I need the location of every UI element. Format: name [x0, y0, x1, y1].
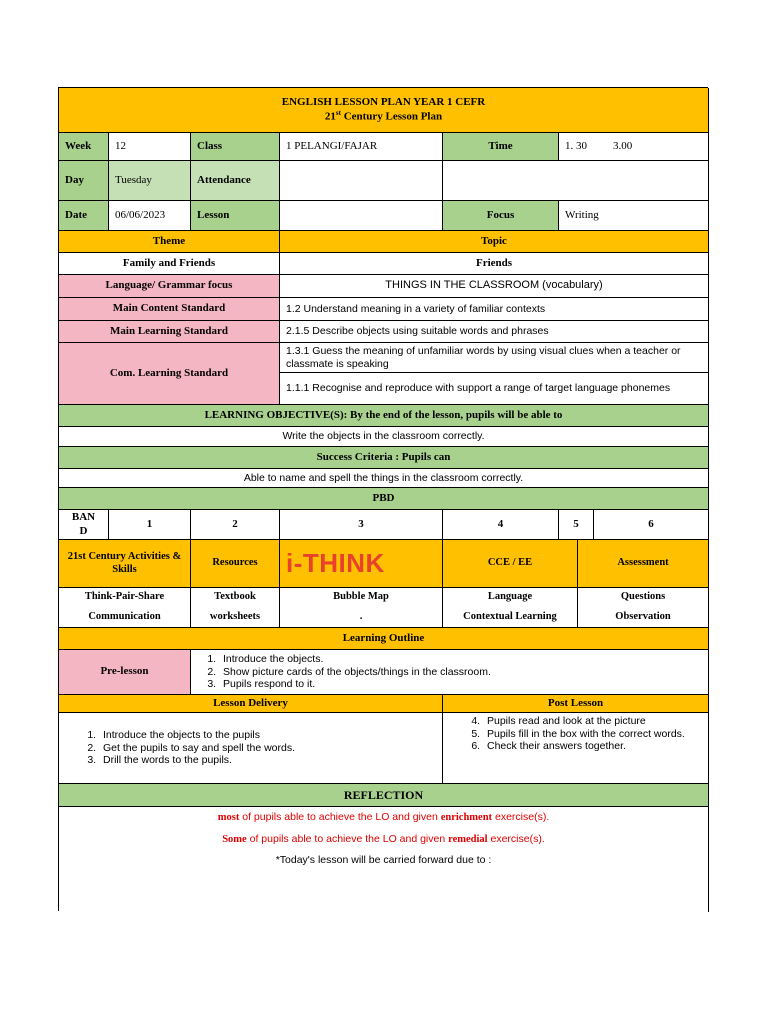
header: [59, 88, 709, 133]
time-end: 3.00: [613, 139, 633, 152]
learning-standard-value: 2.1.5 Describe objects using suitable words and phrases: [280, 321, 709, 343]
theme-value: Family and Friends: [59, 253, 280, 275]
ithink-value: [280, 588, 443, 628]
objective-value: Write the objects in the classroom correctly.: [59, 427, 709, 447]
lesson-delivery-item: 3. Drill the words to the pupils.: [99, 754, 295, 767]
pre-lesson-label: Pre-lesson: [59, 650, 191, 695]
learning-standard-label: Main Learning Standard: [59, 321, 280, 343]
ithink-logo-text: i-THINK: [286, 547, 385, 578]
assessment-value: [578, 588, 709, 628]
com-standard-value-1: 1.3.1 Guess the meaning of unfamiliar words by using visual clues when a teacher or classmate is speaking: [280, 343, 709, 373]
skills-value-2: Communication: [88, 610, 161, 622]
ithink-value-2: .: [359, 610, 363, 622]
assessment-value-1: Questions: [620, 591, 666, 603]
post-lesson-item: 5. Pupils fill in the box with the correct words.: [483, 728, 700, 741]
attendance-value: [280, 161, 443, 201]
learning-outline-label: Learning Outline: [59, 628, 709, 650]
resources-value: [191, 588, 280, 628]
attendance-extra: [443, 161, 709, 201]
assessment-value-2: Observation: [615, 610, 671, 622]
class-label: Class: [191, 133, 280, 161]
reflection-label: REFLECTION: [59, 784, 709, 807]
pre-lesson-item: 3. Pupils respond to it.: [219, 678, 491, 691]
header-title: ENGLISH LESSON PLAN YEAR 1 CEFR: [281, 95, 486, 108]
header-subtitle: 21st Century Lesson Plan: [324, 109, 443, 123]
class-value: 1 PELANGI/FAJAR: [280, 133, 443, 161]
cce-value: [443, 588, 578, 628]
lesson-delivery-item: 1. Introduce the objects to the pupils: [99, 729, 295, 742]
lesson-plan-sheet: [58, 87, 708, 911]
ithink-logo: [280, 540, 443, 588]
skills-value-1: Think-Pair-Share: [84, 591, 165, 603]
time-value: [559, 133, 709, 161]
lesson-label: Lesson: [191, 201, 280, 231]
reflection-body: [59, 807, 709, 912]
pre-lesson-list: [191, 650, 709, 695]
focus-label: Focus: [443, 201, 559, 231]
band-6: 6: [594, 510, 709, 540]
cce-label: CCE / EE: [443, 540, 578, 588]
attendance-label: Attendance: [191, 161, 280, 201]
reflection-line-remedial: Some of pupils able to achieve the LO and given remedial exercise(s).: [222, 832, 545, 845]
skills-label: 21st Century Activities & Skills: [59, 540, 191, 588]
lesson-value: [280, 201, 443, 231]
content-standard-label: Main Content Standard: [59, 298, 280, 321]
resources-label: Resources: [191, 540, 280, 588]
topic-value: Friends: [280, 253, 709, 275]
date-value: 06/06/2023: [109, 201, 191, 231]
week-label: Week: [59, 133, 109, 161]
cce-value-2: Contextual Learning: [463, 610, 557, 622]
band-2: 2: [191, 510, 280, 540]
com-standard-label: Com. Learning Standard: [59, 343, 280, 405]
grammar-label: Language/ Grammar focus: [59, 275, 280, 298]
success-criteria-value: Able to name and spell the things in the classroom correctly.: [59, 469, 709, 488]
pre-lesson-item: 1. Introduce the objects.: [219, 653, 491, 666]
lesson-delivery-list: [59, 713, 443, 784]
post-lesson-item: 6. Check their answers together.: [483, 740, 700, 753]
band-1: 1: [109, 510, 191, 540]
post-lesson-label: Post Lesson: [443, 695, 709, 713]
band-5: 5: [559, 510, 594, 540]
ithink-value-1: Bubble Map: [333, 591, 389, 603]
topic-label: Topic: [280, 231, 709, 253]
resources-value-2: worksheets: [209, 610, 261, 622]
time-start: 1. 30: [565, 139, 587, 152]
resources-value-1: Textbook: [214, 591, 256, 603]
day-value: Tuesday: [109, 161, 191, 201]
assessment-label: Assessment: [578, 540, 709, 588]
reflection-line-enrichment: most of pupils able to achieve the LO and given enrichment exercise(s).: [217, 811, 550, 823]
skills-value: [59, 588, 191, 628]
post-lesson-list: [443, 713, 709, 784]
theme-label: Theme: [59, 231, 280, 253]
com-standard-value-2: 1.1.1 Recognise and reproduce with support a range of target language phonemes: [280, 373, 709, 405]
cce-value-1: Language: [487, 591, 533, 603]
day-label: Day: [59, 161, 109, 201]
lesson-delivery-label: Lesson Delivery: [59, 695, 443, 713]
post-lesson-item: 4. Pupils read and look at the picture: [483, 715, 700, 728]
pbd-label: PBD: [59, 488, 709, 510]
grammar-value: THINGS IN THE CLASSROOM (vocabulary): [280, 275, 709, 298]
time-label: Time: [443, 133, 559, 161]
focus-value: Writing: [559, 201, 709, 231]
band-3: 3: [280, 510, 443, 540]
date-label: Date: [59, 201, 109, 231]
pre-lesson-item: 2. Show picture cards of the objects/things in the classroom.: [219, 666, 491, 679]
reflection-line-carried-forward: *Today's lesson will be carried forward due to :: [275, 854, 492, 867]
band-4: 4: [443, 510, 559, 540]
week-value: 12: [109, 133, 191, 161]
success-criteria-label: Success Criteria : Pupils can: [59, 447, 709, 469]
content-standard-value: 1.2 Understand meaning in a variety of familiar contexts: [280, 298, 709, 321]
band-label: BAN D: [59, 510, 109, 540]
objective-label: LEARNING OBJECTIVE(S): By the end of the lesson, pupils will be able to: [59, 405, 709, 427]
lesson-delivery-item: 2. Get the pupils to say and spell the words.: [99, 742, 295, 755]
